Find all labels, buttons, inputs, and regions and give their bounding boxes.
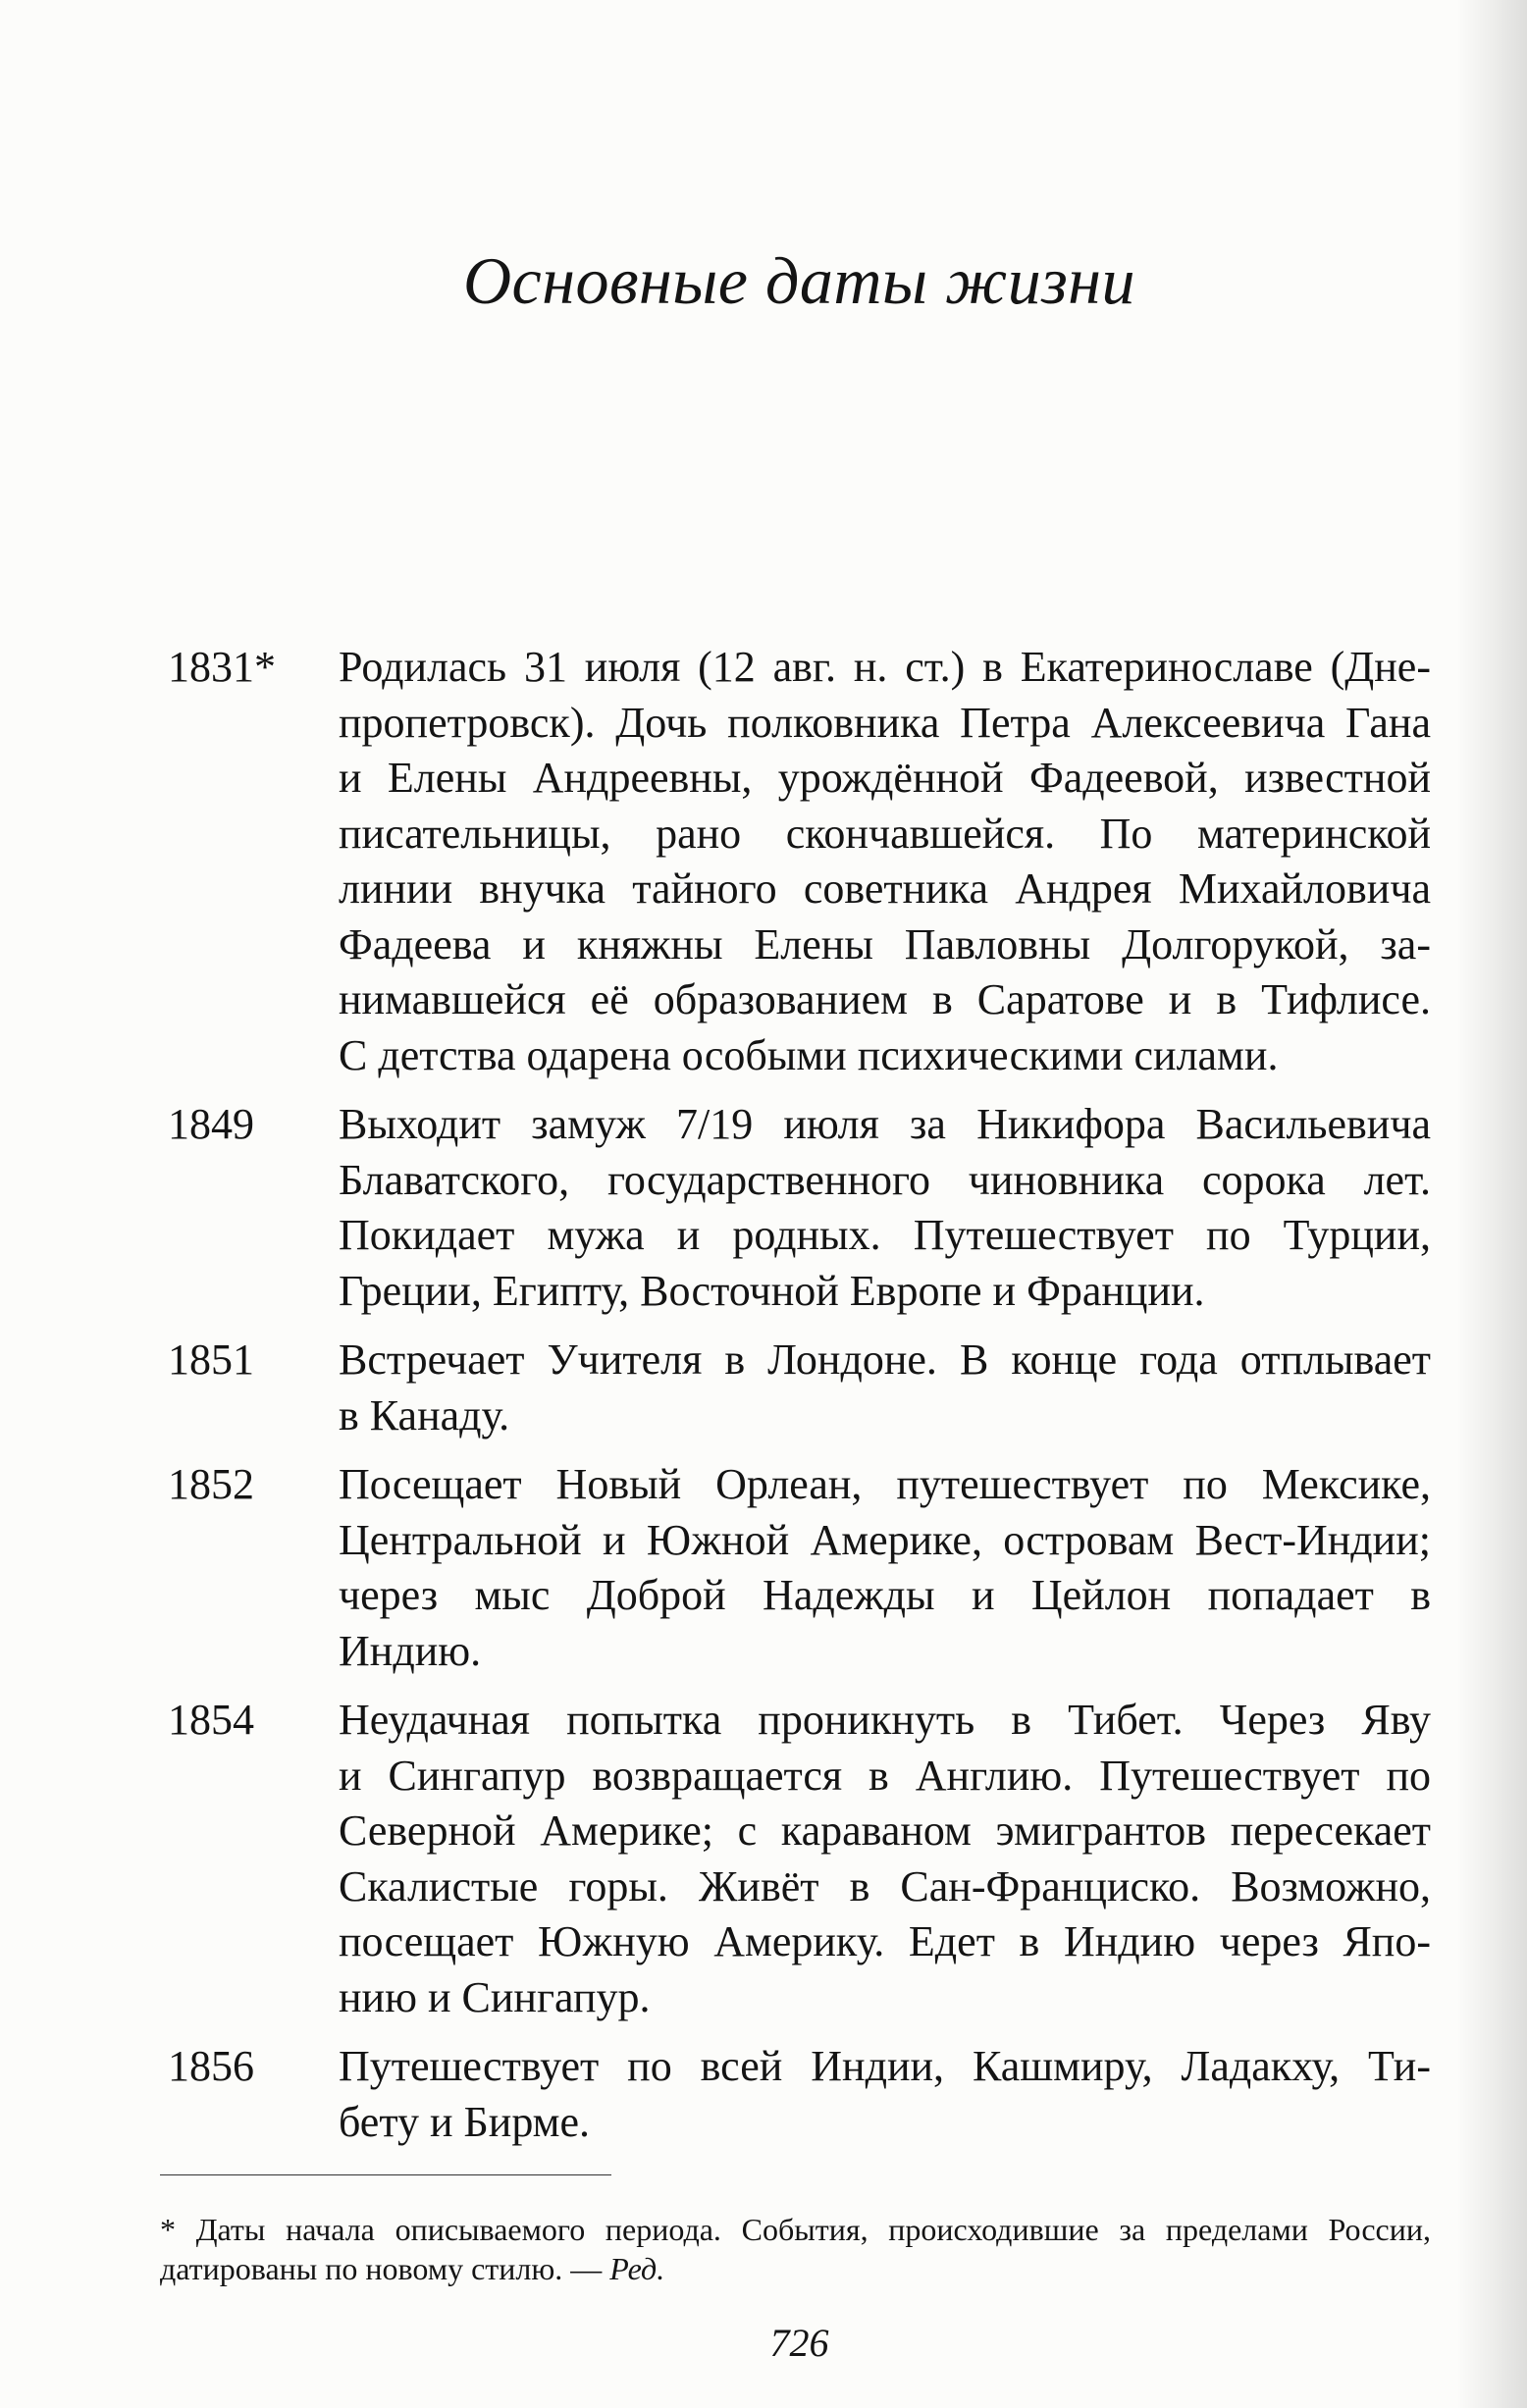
entry-text [339,1457,1431,1679]
footnote-line [160,2249,1431,2288]
entry-text-line: писательницы, рано скончавшейся. По материнской [339,809,1431,858]
entry-text-line: С детства одарена особыми психическими силами. [339,1030,1279,1079]
entry-text-line: Неудачная попытка проникнуть в Тибет. Через Яву [339,1696,1431,1744]
footnote-editor-mark: Ред. [609,2251,665,2286]
entry-text [339,2039,1431,2150]
entry-text-line: Греции, Египту, Восточной Европе и Франции. [339,1266,1205,1315]
entry-text-line: Фадеева и княжны Елены Павловны Долгорукой, за- [339,919,1431,968]
entry-text-line: пропетровск). Дочь полковника Петра Алексеевича Гана [339,698,1431,747]
page-edge-shadow [1456,0,1527,2408]
entry-text-line: Выходит замуж 7/19 июля за Никифора Васильевича [339,1100,1431,1148]
entry-text [339,1333,1431,1443]
date-entry-1852 [168,1457,1431,1679]
entry-text-line: посещает Южную Америку. Едет в Индию через Япо- [339,1917,1431,1965]
footnote [160,2210,1431,2288]
entry-year: 1856 [168,2042,254,2090]
date-entry-1854 [168,1693,1431,2025]
entry-text-line: Встречает Учителя в Лондоне. В конце года отплывает [339,1335,1431,1384]
entry-year: 1849 [168,1100,254,1148]
entry-text-line: и Сингапур возвращается в Англию. Путешествует по [339,1751,1431,1800]
entry-text-line: Родилась 31 июля (12 авг. н. ст.) в Екатеринославе (Дне- [339,643,1431,691]
entry-text-line: Блаватского, государственного чиновника сорока лет. [339,1155,1431,1204]
entry-text [339,640,1431,1083]
entry-year: 1851 [168,1335,254,1384]
entry-text [339,1693,1431,2025]
entry-text-line: Индию. [339,1626,482,1675]
footnote-rule [160,2174,611,2175]
entry-text-line: Покидает мужа и родных. Путешествует по Турции, [339,1211,1431,1259]
entry-year: 1831* [168,643,276,691]
page-title: Основные даты жизни [462,243,1136,318]
entry-text-line: Центральной и Южной Америке, островам Вест-Индии; [339,1515,1431,1564]
date-entry-1856 [168,2039,1431,2150]
date-entry-1849 [168,1097,1431,1319]
entry-text-line: бету и Бирме. [339,2097,591,2146]
entry-text-line: в Канаду. [339,1390,510,1440]
entry-text-line: Северной Америке; с караваном эмигрантов пересекает [339,1806,1431,1855]
entry-year: 1852 [168,1460,254,1508]
entry-year: 1854 [168,1696,254,1744]
entry-text-line: и Елены Андреевны, урождённой Фадеевой, известной [339,754,1431,802]
footnote-line-text: датированы по новому стилю. — [160,2251,603,2286]
date-entry-1851 [168,1333,1431,1443]
entry-text-line: Скалистые горы. Живёт в Сан-Франциско. Возможно, [339,1861,1431,1911]
footnote-line: * Даты начала описываемого периода. События, происходившие за пределами России, [160,2212,1431,2247]
entry-text-line: нимавшейся её образованием в Саратове и в Тифлисе. [339,975,1431,1023]
entry-text-line: через мыс Доброй Надежды и Цейлон попадает в [339,1571,1431,1619]
dates-list [168,640,1431,2164]
entry-text-line: Посещает Новый Орлеан, путешествует по Мексике, [339,1460,1431,1508]
date-entry-1831 [168,640,1431,1083]
page-number: 726 [769,2321,829,2365]
entry-text [339,1097,1431,1319]
entry-text-line: линии внучка тайного советника Андрея Михайловича [339,864,1431,913]
entry-text-line: нию и Сингапур. [339,1972,651,2021]
entry-text-line: Путешествует по всей Индии, Кашмиру, Ладакху, Ти- [339,2042,1431,2090]
